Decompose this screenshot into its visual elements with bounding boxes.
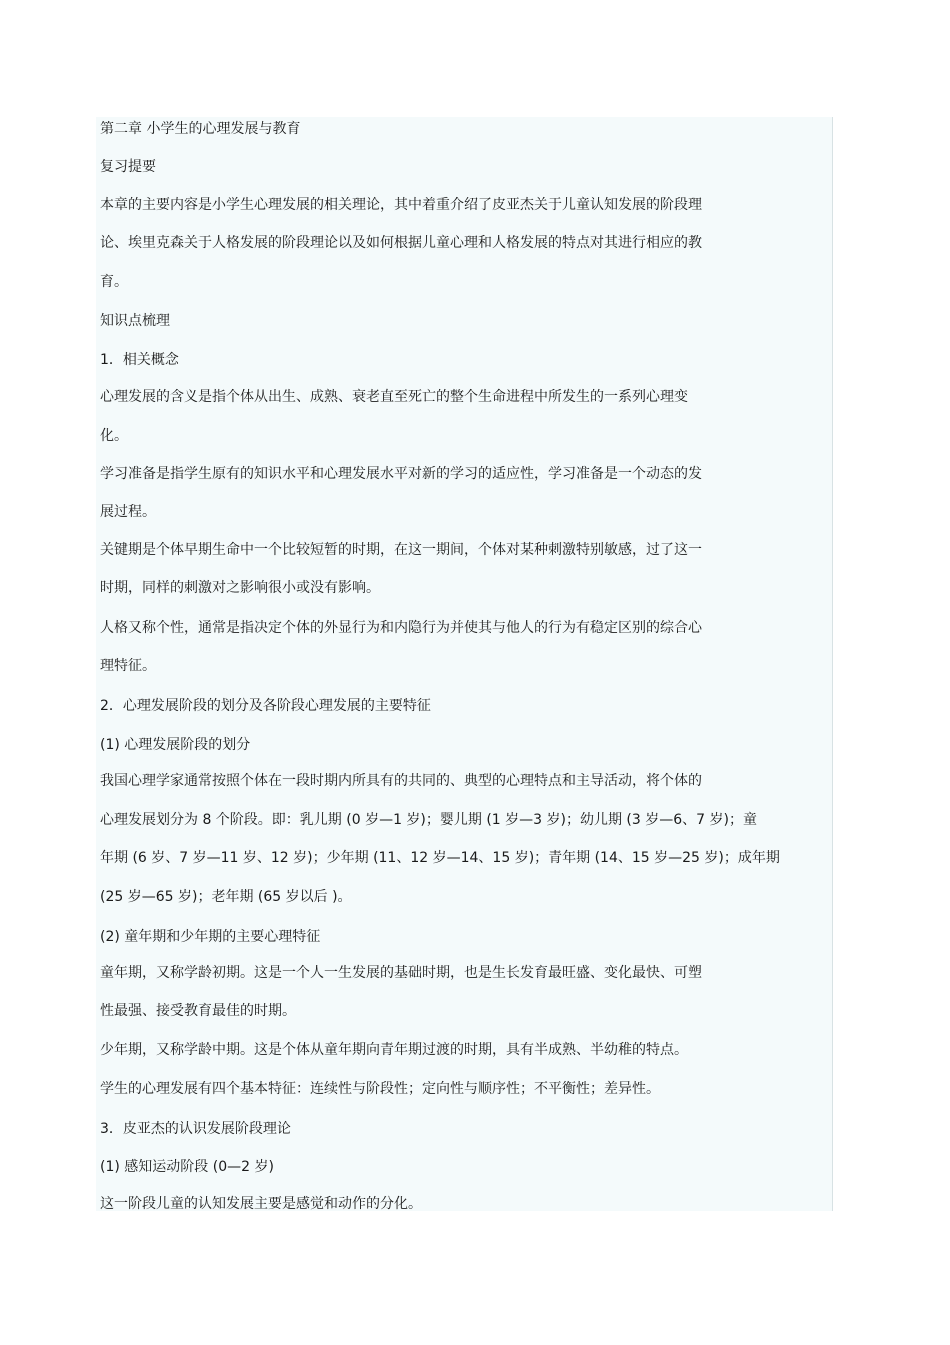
stage-line: 我国心理学家通常按照个体在一段时期内所具有的共同的、典型的心理特点和主导活动，将个体的 <box>100 773 702 789</box>
concept-line: 时期，同样的刺激对之影响很小或没有影响。 <box>100 580 380 596</box>
concept-line: 关键期是个体早期生命中一个比较短暂的时期，在这一期间，个体对某种刺激特别敏感，过了这一 <box>100 542 702 558</box>
knowledge-heading: 知识点梳理 <box>100 313 170 329</box>
concept-line: 展过程。 <box>100 504 156 520</box>
concept-line: 理特征。 <box>100 658 156 674</box>
summary-line: 育。 <box>100 274 128 290</box>
stage-line: 心理发展划分为 8 个阶段。即：乳儿期 (0 岁—1 岁)；婴儿期 (1 岁—3 岁)；幼儿期 (3 岁—6、7 岁)；童 <box>100 812 757 828</box>
subsection-heading: (1) 感知运动阶段 (0—2 岁) <box>100 1159 274 1175</box>
summary-line: 本章的主要内容是小学生心理发展的相关理论，其中着重介绍了皮亚杰关于儿童认知发展的阶段理 <box>100 197 702 213</box>
summary-heading: 复习提要 <box>100 159 156 175</box>
stage-line: (25 岁—65 岁)；老年期 (65 岁以后 )。 <box>100 889 352 905</box>
section-heading: 1．相关概念 <box>100 352 179 368</box>
body-line: 这一阶段儿童的认知发展主要是感觉和动作的分化。 <box>100 1196 422 1212</box>
chapter-title: 第二章 小学生的心理发展与教育 <box>100 121 301 137</box>
section-heading: 3．皮亚杰的认识发展阶段理论 <box>100 1121 291 1137</box>
feature-line: 学生的心理发展有四个基本特征：连续性与阶段性；定向性与顺序性；不平衡性；差异性。 <box>100 1081 660 1097</box>
stage-line: 年期 (6 岁、7 岁—11 岁、12 岁)；少年期 (11、12 岁—14、15 岁)；青年期 (14、15 岁—25 岁)；成年期 <box>100 850 780 866</box>
concept-line: 化。 <box>100 428 128 444</box>
section-heading: 2．心理发展阶段的划分及各阶段心理发展的主要特征 <box>100 698 431 714</box>
subsection-heading: (1) 心理发展阶段的划分 <box>100 737 251 753</box>
summary-line: 论、埃里克森关于人格发展的阶段理论以及如何根据儿童心理和人格发展的特点对其进行相应的教 <box>100 235 702 251</box>
concept-line: 心理发展的含义是指个体从出生、成熟、衰老直至死亡的整个生命进程中所发生的一系列心理变 <box>100 389 688 405</box>
feature-line: 性最强、接受教育最佳的时期。 <box>100 1003 296 1019</box>
concept-line: 学习准备是指学生原有的知识水平和心理发展水平对新的学习的适应性，学习准备是一个动态的发 <box>100 466 702 482</box>
feature-line: 童年期，又称学龄初期。这是一个人一生发展的基础时期，也是生长发育最旺盛、变化最快、可塑 <box>100 965 702 981</box>
concept-line: 人格又称个性，通常是指决定个体的外显行为和内隐行为并使其与他人的行为有稳定区别的综合心 <box>100 620 702 636</box>
subsection-heading: (2) 童年期和少年期的主要心理特征 <box>100 929 321 945</box>
feature-line: 少年期，又称学龄中期。这是个体从童年期向青年期过渡的时期，具有半成熟、半幼稚的特点。 <box>100 1042 688 1058</box>
